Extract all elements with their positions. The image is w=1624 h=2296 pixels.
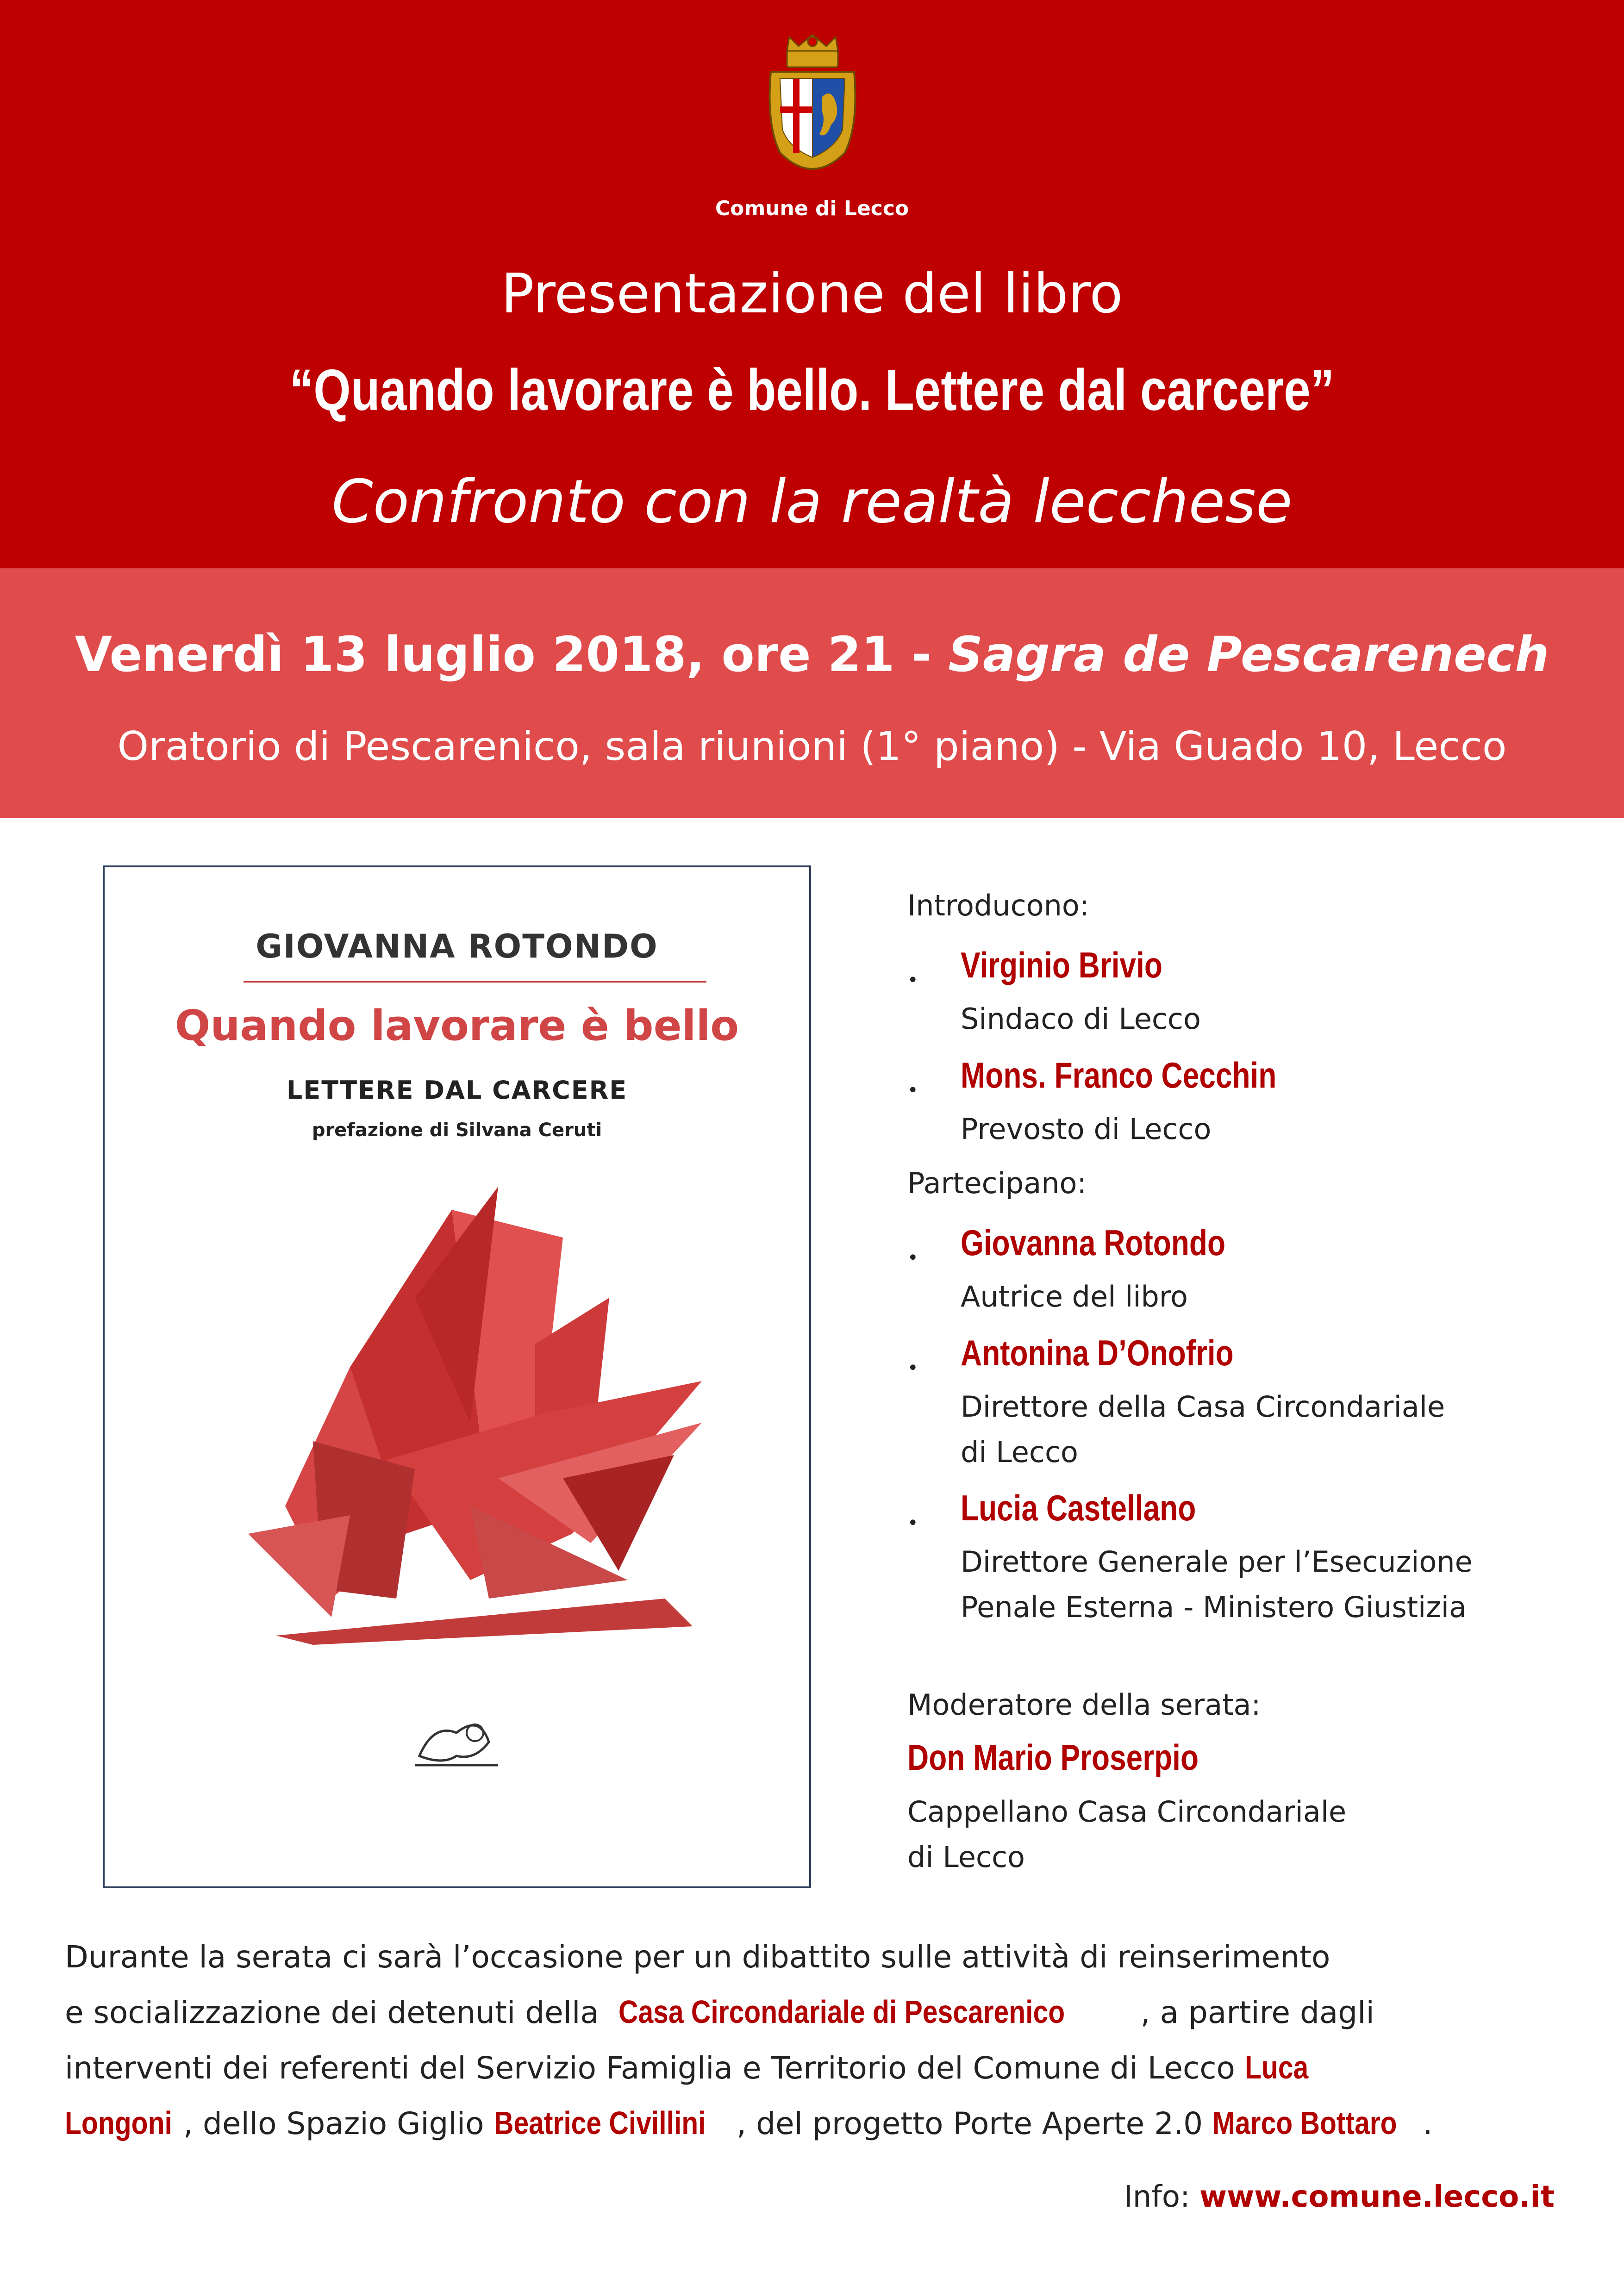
moderator-label: Moderatore della serata: (907, 1688, 1261, 1722)
description-line (65, 1985, 1574, 2040)
highlight-venue: Casa Circondariale di Pescarenico (618, 1994, 1065, 2030)
coat-of-arms-icon (762, 32, 863, 185)
website-link[interactable]: www.comune.lecco.it (1199, 2180, 1555, 2214)
speaker-role: Direttore Generale per l’Esecuzione (961, 1545, 1473, 1579)
moderator-role: Cappellano Casa Circondariale (907, 1795, 1347, 1829)
event-venue: Oratorio di Pescarenico, sala riunioni (1° piano) - Via Guado 10, Lecco (117, 723, 1507, 770)
date-text: Venerdì 13 luglio 2018, ore 21 - (75, 626, 949, 683)
description-text: , dello Spazio Giglio (183, 2106, 494, 2141)
bullet-icon: • (907, 1512, 918, 1534)
cover-author: GIOVANNA ROTONDO (256, 927, 658, 965)
publisher-logo-icon (406, 1705, 507, 1774)
speaker-name: Virginio Brivio (961, 945, 1162, 985)
highlight-person: Luca (1244, 2049, 1309, 2085)
festival-name: Sagra de Pescarenech (948, 626, 1549, 683)
speaker-role: Prevosto di Lecco (961, 1112, 1212, 1146)
bullet-icon: • (907, 1080, 918, 1101)
highlight-person: Beatrice Civillini (493, 2105, 706, 2141)
speaker-name: Giovanna Rotondo (961, 1222, 1226, 1263)
speaker-role: Autrice del libro (961, 1280, 1188, 1313)
bullet-icon: • (907, 970, 918, 991)
cover-preface: prefazione di Silvana Ceruti (312, 1120, 602, 1141)
info-footer (1124, 2180, 1555, 2214)
description-text: e socializzazione dei detenuti della (65, 1995, 618, 2030)
description-text: , a partire dagli (1140, 1995, 1374, 2030)
description-text: Durante la serata ci sarà l’occasione per un dibattito sulle attività di reinserimento (65, 1939, 1330, 1975)
speaker-name: Lucia Castellano (961, 1487, 1196, 1528)
moderator-role: di Lecco (907, 1840, 1025, 1874)
introducono-label: Introducono: (907, 889, 1089, 922)
info-label: Info: (1124, 2180, 1199, 2214)
header-band (0, 0, 1624, 568)
event-description (65, 1930, 1574, 2151)
description-text: , del progetto Porte Aperte 2.0 (737, 2106, 1213, 2141)
cover-subtitle: LETTERE DAL CARCERE (286, 1076, 628, 1105)
cover-divider (244, 981, 706, 983)
book-cover (103, 865, 811, 1888)
speaker-role: Sindaco di Lecco (961, 1002, 1201, 1036)
presentation-heading: Presentazione del libro (501, 261, 1123, 325)
red-sculpture-image (211, 1182, 711, 1645)
description-line (65, 2040, 1574, 2096)
speaker-name: Antonina D’Onofrio (961, 1332, 1234, 1373)
event-subtitle: Confronto con la realtà lecchese (331, 467, 1293, 536)
description-text: interventi dei referenti del Servizio Famiglia e Territorio del Comune di Lecco (65, 2050, 1245, 2086)
book-title: “Quando lavorare è bello. Lettere dal carcere” (289, 357, 1335, 423)
highlight-person: Longoni (65, 2105, 172, 2141)
speaker-role: di Lecco (961, 1435, 1078, 1469)
event-date (0, 626, 1624, 683)
bullet-icon: • (907, 1357, 918, 1379)
bullet-icon: • (907, 1247, 918, 1269)
event-band (0, 568, 1624, 818)
description-line (65, 2096, 1574, 2151)
description-line (65, 1930, 1574, 1985)
speaker-name: Mons. Franco Cecchin (961, 1055, 1277, 1095)
partecipano-label: Partecipano: (907, 1166, 1087, 1200)
cover-title: Quando lavorare è bello (175, 1002, 739, 1050)
speaker-role: Penale Esterna - Ministero Giustizia (961, 1590, 1467, 1624)
highlight-person: Marco Bottaro (1212, 2105, 1397, 2141)
moderator-name: Don Mario Proserpio (907, 1737, 1199, 1778)
comune-label: Comune di Lecco (715, 197, 909, 220)
speaker-role: Direttore della Casa Circondariale (961, 1390, 1445, 1424)
description-text: . (1423, 2106, 1433, 2141)
